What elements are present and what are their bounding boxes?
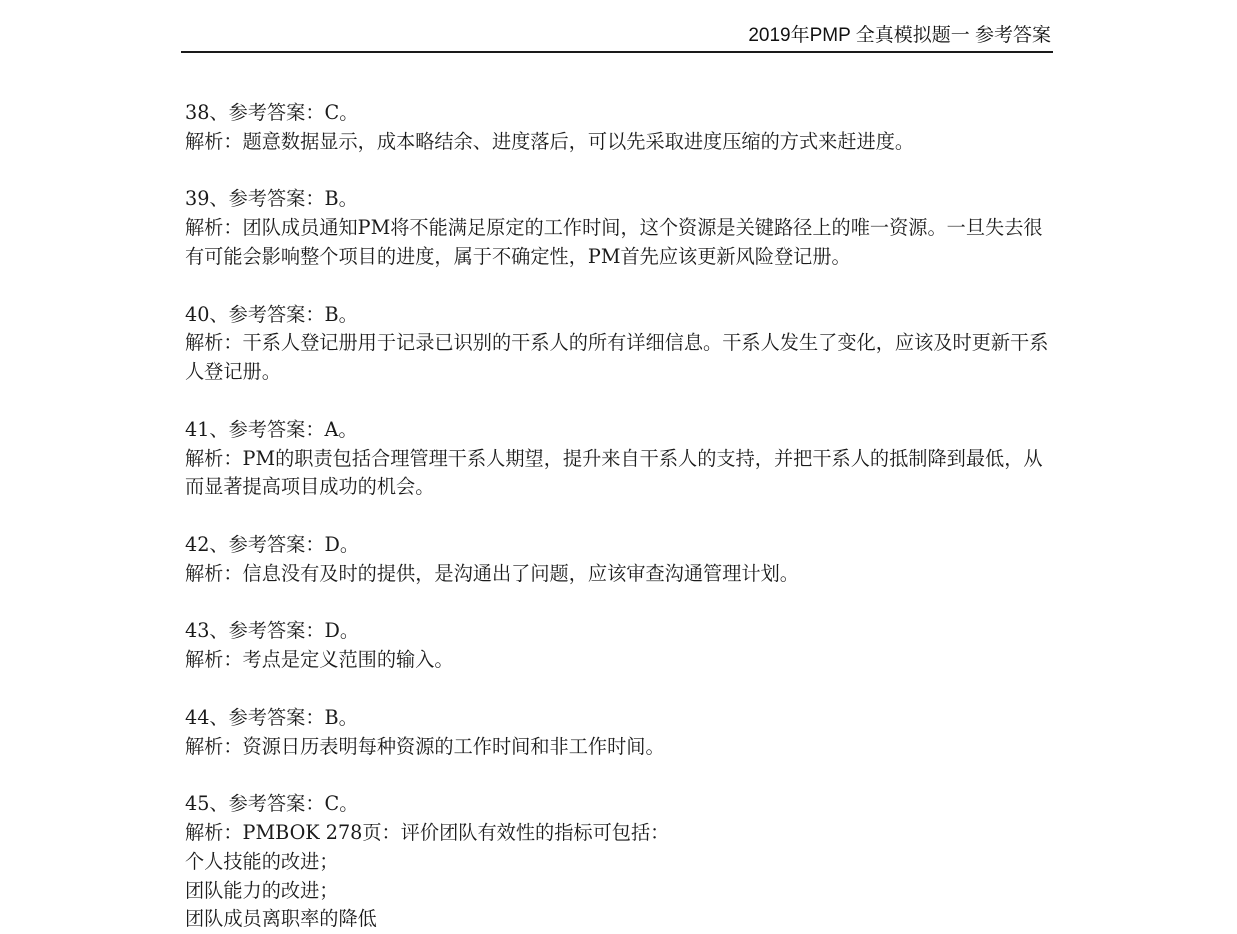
answer-line: 41、参考答案：A。 bbox=[185, 417, 358, 441]
answer-item-43 bbox=[185, 617, 1051, 675]
answer-line: 39、参考答案：B。 bbox=[185, 187, 358, 211]
answer-item-39 bbox=[185, 185, 1051, 271]
explanation-line: 团队成员离职率的降低 bbox=[185, 907, 377, 931]
header-title: 2019年PMP 全真模拟题一 参考答案 bbox=[748, 25, 1051, 46]
explanation-line: 解析：信息没有及时的提供，是沟通出了问题，应该审查沟通管理计划。 bbox=[185, 561, 799, 585]
answer-line: 43、参考答案：D。 bbox=[185, 619, 360, 643]
explanation-line: 解析：干系人登记册用于记录已识别的干系人的所有详细信息。干系人发生了变化，应该及时更新干系人登记册。 bbox=[185, 331, 1049, 384]
answer-line: 44、参考答案：B。 bbox=[185, 705, 358, 729]
answer-line: 42、参考答案：D。 bbox=[185, 532, 360, 556]
explanation-line: 个人技能的改进； bbox=[185, 849, 339, 873]
answer-item-45 bbox=[185, 790, 1051, 934]
answer-line: 40、参考答案：B。 bbox=[185, 302, 358, 326]
answer-list bbox=[185, 99, 1051, 934]
explanation-line: 解析：考点是定义范围的输入。 bbox=[185, 648, 454, 672]
answer-item-38 bbox=[185, 99, 1051, 157]
page-header bbox=[181, 22, 1053, 53]
explanation-line: 解析：资源日历表明每种资源的工作时间和非工作时间。 bbox=[185, 734, 665, 758]
explanation-line: 解析：PM的职责包括合理管理干系人期望，提升来自干系人的支持，并把干系人的抵制降到最低，从而显著提高项目成功的机会。 bbox=[185, 446, 1043, 499]
answer-item-40 bbox=[185, 301, 1051, 387]
answer-line: 45、参考答案：C。 bbox=[185, 792, 359, 816]
explanation-line: 团队能力的改进； bbox=[185, 878, 339, 902]
answer-line: 38、参考答案：C。 bbox=[185, 101, 359, 124]
explanation-line: 解析：团队成员通知PM将不能满足原定的工作时间，这个资源是关键路径上的唯一资源。一旦失去很有可能会影响整个项目的进度，属于不确定性，PM首先应该更新风险登记册。 bbox=[185, 216, 1043, 268]
answer-item-44 bbox=[185, 704, 1051, 762]
answer-item-42 bbox=[185, 531, 1051, 589]
explanation-line: 解析：题意数据显示，成本略结余、进度落后，可以先采取进度压缩的方式来赶进度。 bbox=[185, 129, 915, 153]
explanation-line: 解析：PMBOK 278页：评价团队有效性的指标可包括： bbox=[185, 820, 670, 844]
answer-item-41 bbox=[185, 416, 1051, 502]
